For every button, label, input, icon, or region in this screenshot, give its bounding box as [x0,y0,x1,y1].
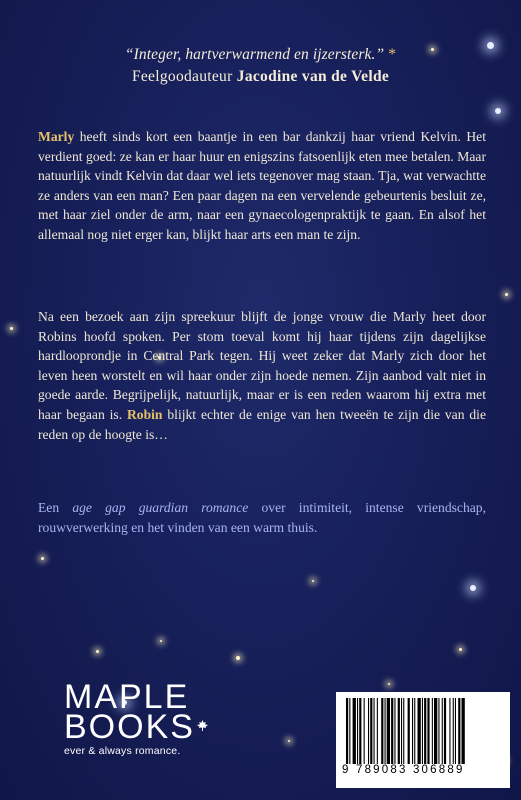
barcode-bar [444,698,446,764]
attribution-author: Jacodine van de Velde [236,68,390,85]
star-decoration [41,557,44,560]
logo-line-maple: MAPLE [64,678,190,716]
publisher-logo [64,678,214,757]
quote-asterisk: * [388,46,397,63]
maple-leaf-icon [197,720,208,731]
barcode-bar [401,698,402,764]
barcode-bar [462,698,465,764]
barcode-bar [346,698,348,764]
blurb-paragraph-2: Na een bezoek aan zijn spreekuur blijft de jonge vrouw die Marly heet door Robins hoofd spoken. Per stom toeval komt hij haar tijdens zijn dagelijkse hardlooprondje in Central Park tegen. Hij weet zeker dat Marly zich door het leven heen worstelt en wil haar onder zijn hoede nemen. Zijn aanbod valt niet in goede aarde. Begrijpelijk, natuurlijk, maar er is een reden waarom hij extra met haar begaan is. Robin blijkt echter de enige van hen tweeën te zijn die van die reden op de hoogte is… [38,309,486,442]
barcode-bar [414,698,415,764]
star-decoration [495,108,501,114]
barcode-bar [381,698,383,764]
character-name-marly: Marly [38,129,75,144]
blurb-paragraph-1: Marly heeft sinds kort een baantje in een bar dankzij haar vriend Kelvin. Het verdient goed: ze kan er haar huur en enigszins fatsoenlijk eten mee betalen. Maar natuurlijk vindt Kelvin dat daar wel iets tegenover mag staan. Tja, wat verwachtte ze anders van een man? Een paar dagen na een vervelende gebeurtenis besluit ze, met haar ziel onder de arm, naar een gynaecologenpraktijk te gaan. En alsof het allemaal nog niet erger kan, blijkt haar arts een man te zijn. [38,129,486,242]
barcode-bar [432,698,433,764]
barcode-bar [438,698,439,764]
attribution-prefix: Feelgoodauteur [131,68,233,85]
barcode-bar [408,698,410,764]
star-decoration [470,585,476,591]
barcode-bar [364,698,365,764]
barcode-bar [412,698,413,764]
barcode-bar [455,698,456,764]
barcode-bar [422,698,423,764]
endorsement-quote: “Integer, hartverwarmend en ijzersterk.” * [124,46,397,63]
barcode-bar [385,698,386,764]
isbn-number: 9 789083 306889 [342,764,465,776]
barcode-bar [374,698,375,764]
endorsement-block [0,46,521,86]
barcode-bar [403,698,404,764]
barcode-bar [359,698,361,764]
barcode-bar [442,698,443,764]
barcode-bar [449,698,450,764]
star-decoration [505,293,508,296]
barcode-bar [434,698,437,764]
barcode-bar [377,698,378,764]
barcode-bar [387,698,390,764]
star-decoration [288,740,290,742]
star-decoration [388,683,390,685]
barcode-bar [458,698,460,764]
publisher-tagline: ever & always romance. [64,745,181,757]
endorsement-attribution [0,68,521,86]
star-decoration [312,580,314,582]
barcode-bar [370,698,372,764]
genre-tagline: Een age gap guardian romance over intimiteit, intense vriendschap, rouwverwerking en het vinden van een warm thuis. [38,500,486,535]
star-decoration [459,648,462,651]
genre-label: age gap guardian romance [72,500,249,515]
barcode-bar [391,698,393,764]
logo-line-books: BOOKS [64,708,195,746]
star-decoration [160,640,162,642]
star-decoration [10,327,13,330]
barcode-bar [418,698,421,764]
barcode-bar [368,698,369,764]
barcode-bar [424,698,426,764]
star-decoration [236,656,240,660]
star-decoration [96,650,99,653]
barcode-bar [394,698,395,764]
character-name-robin: Robin [126,406,163,422]
barcode-bar [353,698,356,764]
barcode-bars [346,698,500,764]
barcode-bar [357,698,358,764]
barcode-bar [349,698,350,764]
barcode-bar [453,698,454,764]
barcode-bar [398,698,400,764]
barcode-bar [427,698,429,764]
isbn-barcode [336,692,510,788]
